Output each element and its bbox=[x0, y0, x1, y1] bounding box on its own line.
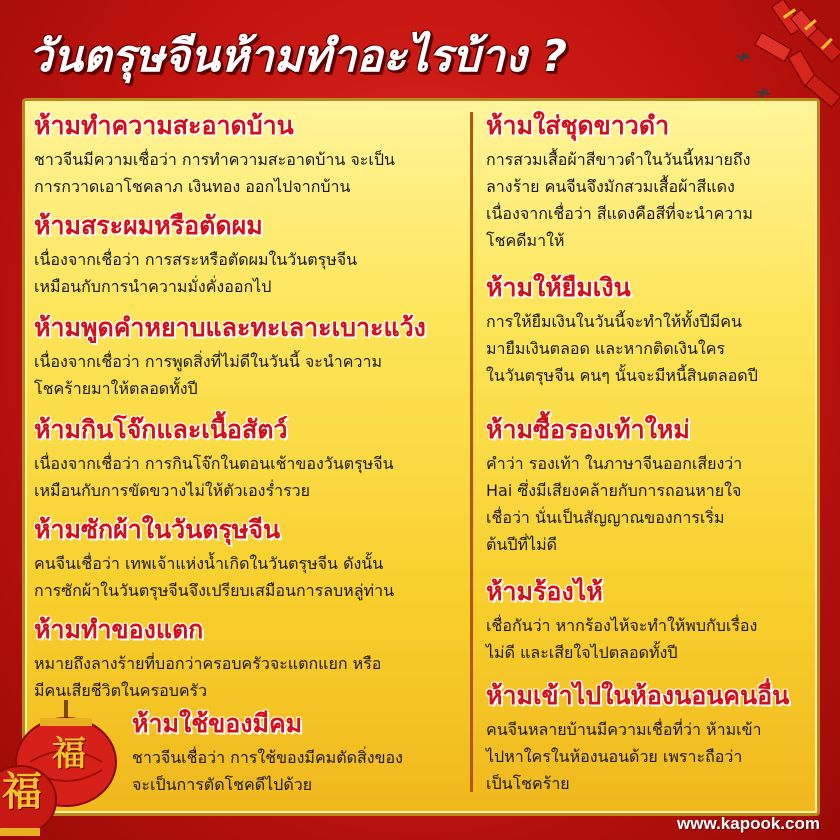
section-heading: ห้ามทำความสะอาดบ้าน bbox=[34, 111, 294, 140]
section-heading: ห้ามใช้ของมีคม bbox=[132, 709, 303, 738]
section-heading: ห้ามพูดคำหยาบและทะเลาะเบาะแว้ง bbox=[34, 313, 426, 342]
section-heading: ห้ามทำของแตก bbox=[34, 615, 204, 644]
section-line: มายืมเงินตลอด และหากติดเงินใคร bbox=[486, 339, 725, 358]
section-text bbox=[34, 450, 394, 504]
section-no-crying bbox=[486, 576, 757, 666]
section-text bbox=[486, 450, 742, 558]
section-text bbox=[34, 348, 426, 402]
section-line: จะเป็นการตัดโชคดีไปด้วย bbox=[132, 775, 313, 794]
section-line: ชาวจีนมีความเชื่อว่า การทำความสะอาดบ้าน จะเป็น bbox=[34, 150, 395, 169]
section-line: ต้นปีที่ไม่ดี bbox=[486, 535, 558, 554]
section-line: ไปหาใครในห้องนอนด้วย เพราะถือว่า bbox=[486, 747, 743, 766]
section-text bbox=[486, 612, 757, 666]
section-heading: ห้ามซักผ้าในวันตรุษจีน bbox=[34, 515, 281, 544]
section-line: เนื่องจากเชื่อว่า สีแดงคือสีที่จะนำความ bbox=[486, 204, 753, 223]
section-no-black-white bbox=[486, 110, 753, 254]
section-line: โชคดีมาให้ bbox=[486, 231, 565, 250]
section-no-haircut bbox=[34, 210, 357, 300]
section-line: เนื่องจากเชื่อว่า การกินโจ๊กในตอนเช้าของวันตรุษจีน bbox=[34, 454, 394, 473]
section-line: มีคนเสียชีวิตในครอบครัว bbox=[34, 681, 208, 700]
section-line: Hai ซึ่งมีเสียงคล้ายกับการถอนหายใจ bbox=[486, 481, 742, 500]
section-no-breaking bbox=[34, 614, 381, 704]
section-line: การให้ยืมเงินในวันนี้จะทำให้ทั้งปีมีคน bbox=[486, 312, 742, 331]
section-line: ชาวจีนเชื่อว่า การใช้ของมีคมตัดสิ่งของ bbox=[132, 748, 403, 767]
section-heading: ห้ามให้ยืมเงิน bbox=[486, 273, 631, 302]
section-line: เนื่องจากเชื่อว่า การสระหรือตัดผมในวันตรุษจีน bbox=[34, 250, 358, 269]
section-text bbox=[486, 716, 789, 797]
section-line: เชื่อกันว่า หากร้องไห้จะทำให้พบกับเรื่อง bbox=[486, 616, 758, 635]
section-text bbox=[34, 650, 381, 704]
section-line: เป็นโชคร้าย bbox=[486, 774, 570, 793]
section-line: ไม่ดี และเสียใจไปตลอดทั้งปี bbox=[486, 643, 678, 662]
section-no-porridge-meat bbox=[34, 414, 394, 504]
section-text bbox=[34, 246, 357, 300]
section-line: เชื่อว่า นั่นเป็นสัญญาณของการเริ่ม bbox=[486, 508, 725, 527]
section-no-lending bbox=[486, 272, 758, 389]
section-line: เหมือนกับการขัดขวางไม่ให้ตัวเองร่ำรวย bbox=[34, 481, 311, 500]
section-line: คนจีนเชื่อว่า เทพเจ้าแห่งน้ำเกิดในวันตรุษจีน ดังนั้น bbox=[34, 554, 384, 573]
lantern-fu-character: 福 bbox=[2, 768, 42, 815]
section-heading: ห้ามซื้อรองเท้าใหม่ bbox=[486, 415, 690, 444]
section-no-new-shoes bbox=[486, 414, 742, 558]
section-text bbox=[34, 550, 394, 604]
section-line: หมายถึงลางร้ายที่บอกว่าครอบครัวจะแตกแยก หรือ bbox=[34, 654, 382, 673]
section-text bbox=[486, 146, 753, 254]
section-no-laundry bbox=[34, 514, 394, 604]
section-line: การสวมเสื้อผ้าสีขาวดำในวันนี้หมายถึง bbox=[486, 150, 751, 169]
section-text bbox=[486, 308, 758, 389]
section-no-cleaning bbox=[34, 110, 395, 200]
section-line: คำว่า รองเท้า ในภาษาจีนออกเสียงว่า bbox=[486, 454, 743, 473]
section-line: การกวาดเอาโชคลาภ เงินทอง ออกไปจากบ้าน bbox=[34, 177, 351, 196]
section-line: การซักผ้าในวันตรุษจีนจึงเปรียบเสมือนการลบหลู่ท่าน bbox=[34, 581, 394, 600]
site-watermark: www.kapook.com bbox=[677, 814, 820, 833]
section-line: ในวันตรุษจีน คนๆ นั้นจะมีหนี้สินตลอดปี bbox=[486, 366, 758, 385]
section-text bbox=[132, 744, 403, 798]
section-no-rude-words bbox=[34, 312, 426, 402]
section-no-sharp-objects bbox=[132, 708, 403, 798]
section-text bbox=[34, 146, 395, 200]
section-heading: ห้ามเข้าไปในห้องนอนคนอื่น bbox=[486, 681, 790, 710]
page-title: วันตรุษจีนห้ามทำอะไรบ้าง ? bbox=[28, 31, 568, 82]
section-heading: ห้ามสระผมหรือตัดผม bbox=[34, 211, 263, 240]
section-line: คนจีนหลายบ้านมีความเชื่อที่ว่า ห้ามเข้า bbox=[486, 720, 762, 739]
section-line: เหมือนกับการนำความมั่งคั่งออกไป bbox=[34, 277, 272, 296]
section-line: ลางร้าย คนจีนจึงมักสวมเสื้อผ้าสีแดง bbox=[486, 177, 735, 196]
column-divider bbox=[470, 112, 473, 792]
section-line: โชคร้ายมาให้ตลอดทั้งปี bbox=[34, 379, 198, 398]
section-heading: ห้ามใส่ชุดขาวดำ bbox=[486, 111, 670, 140]
section-no-bedroom bbox=[486, 680, 789, 797]
section-line: เนื่องจากเชื่อว่า การพูดสิ่งที่ไม่ดีในวันนี้ จะนำความ bbox=[34, 352, 382, 371]
section-heading: ห้ามร้องไห้ bbox=[486, 577, 603, 606]
lantern-fu-character-2: 福 bbox=[52, 734, 86, 774]
section-heading: ห้ามกินโจ๊กและเนื้อสัตว์ bbox=[34, 415, 288, 444]
